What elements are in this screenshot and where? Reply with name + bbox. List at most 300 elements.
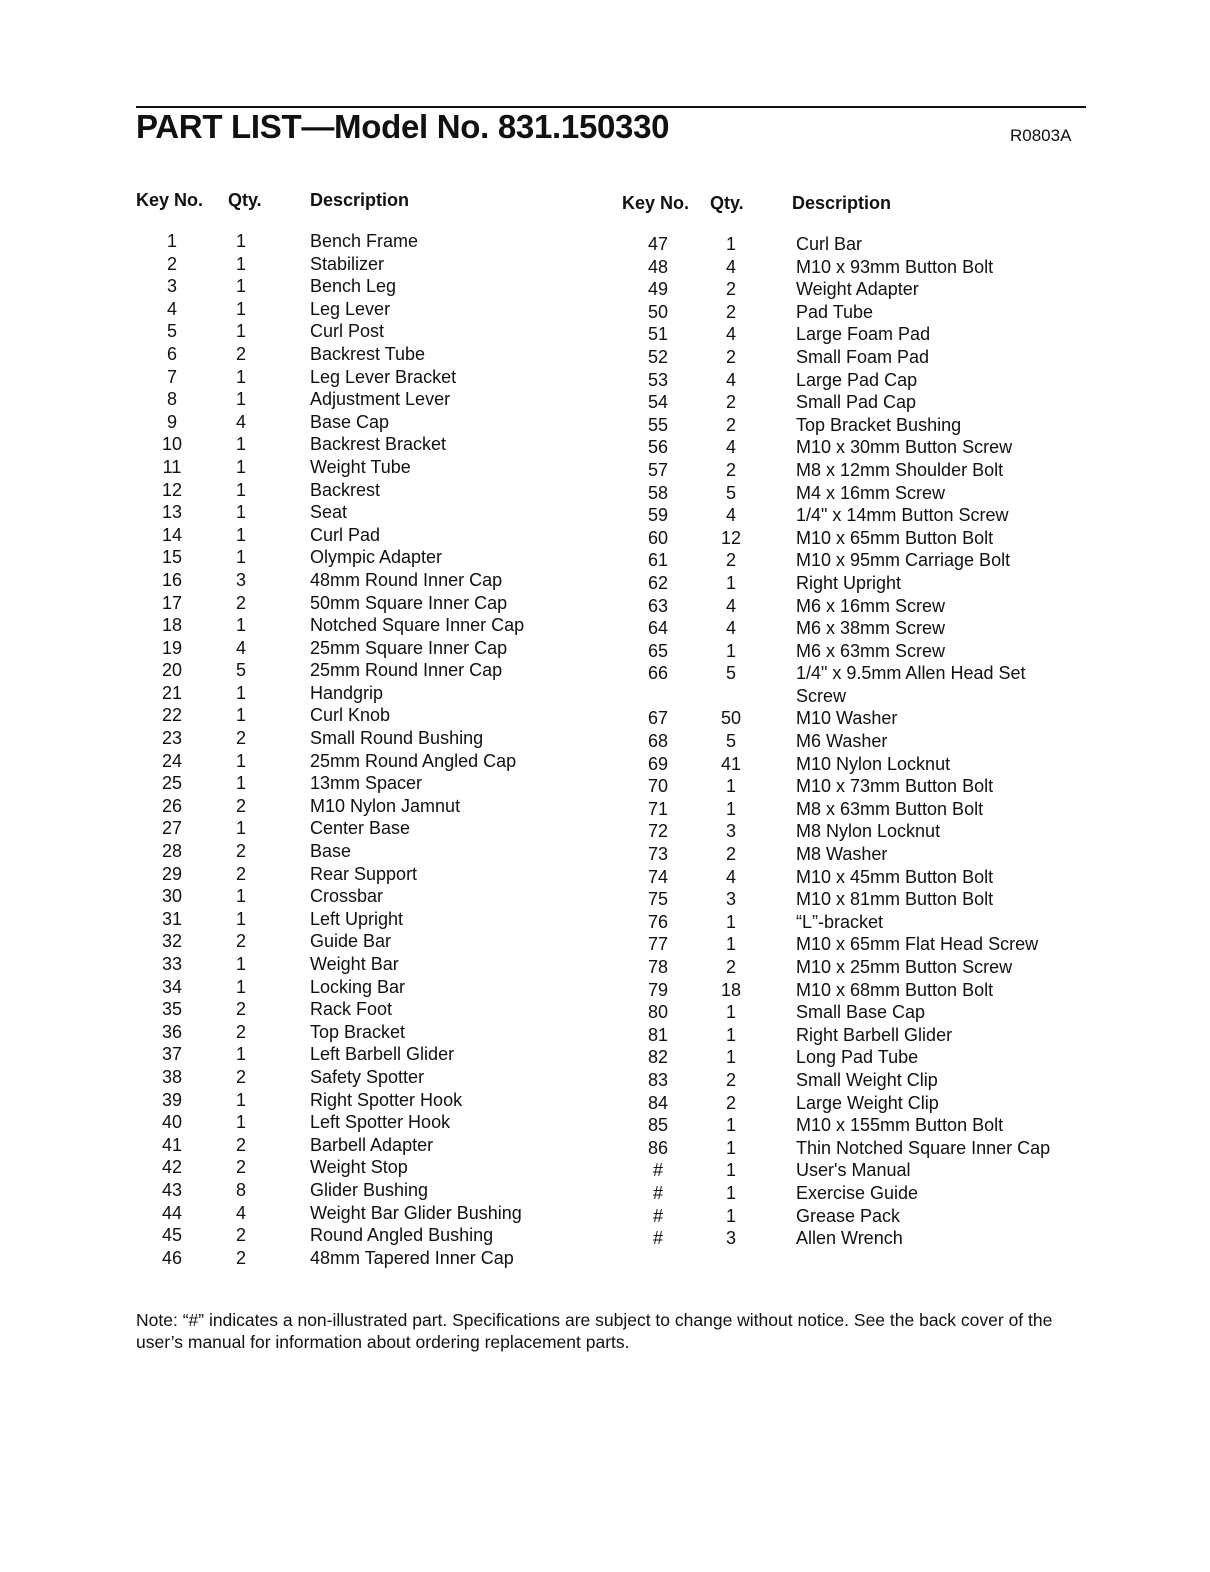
cell-qty: 1 [235,456,246,477]
cell-qty: 2 [235,343,246,364]
table-row [616,1001,1086,1024]
cell-description: Backrest Bracket [310,434,447,455]
table-row [616,572,1086,595]
cell-key-no: 8 [166,389,177,410]
cell-key-no: 12 [161,479,183,500]
table-row [132,682,602,705]
cell-qty: 1 [725,1002,736,1023]
page-title: PART LIST—Model No. 831.150330 [136,108,670,145]
cell-description: Weight Adapter [796,279,919,300]
table-row [616,956,1086,979]
cell-qty: 1 [235,682,246,703]
cell-qty: 1 [235,253,246,274]
table-row [616,278,1086,301]
cell-description: Backrest Tube [310,343,426,364]
table-row [132,546,602,569]
cell-qty: 1 [235,366,246,387]
cell-key-no: # [652,1182,663,1203]
cell-description: Weight Stop [310,1157,408,1178]
table-row [132,659,602,682]
cell-description: Grease Pack [796,1205,901,1226]
cell-description: M6 Washer [796,731,888,752]
cell-qty: 1 [235,705,246,726]
cell-qty: 1 [725,572,736,593]
cell-key-no: 57 [647,459,669,480]
header-qty: Qty. [710,193,744,213]
table-row [616,504,1086,527]
cell-key-no: 23 [161,728,183,749]
cell-qty: 5 [725,482,736,503]
cell-qty: 4 [725,256,736,277]
cell-description: Curl Post [310,321,385,342]
cell-key-no: 39 [161,1089,183,1110]
table-row [132,998,602,1021]
cell-qty: 1 [725,1137,736,1158]
cell-qty: 1 [235,1112,246,1133]
cell-qty: 12 [720,527,742,548]
cell-qty: 50 [720,708,742,729]
table-row [132,953,602,976]
cell-description: Guide Bar [310,931,392,952]
cell-qty: 1 [235,231,246,251]
cell-key-no: 31 [161,908,183,929]
cell-qty: 1 [235,479,246,500]
cell-qty: 5 [725,663,736,684]
table-row [132,1134,602,1157]
table-row [132,1043,602,1066]
cell-description: M10 x 73mm Button Bolt [796,776,994,797]
cell-key-no: 30 [161,886,183,907]
table-row [132,795,602,818]
cell-key-no: 1 [166,231,177,251]
table-row [132,479,602,502]
cell-qty: 1 [235,547,246,568]
cell-qty: 4 [725,324,736,345]
cell-description: Seat [310,502,348,523]
table-row [616,233,1086,256]
table-row [132,1179,602,1202]
cell-qty: 1 [235,954,246,974]
table-row [132,569,602,592]
table-row [616,1046,1086,1069]
table-row [132,976,602,999]
cell-key-no: 75 [647,889,669,910]
cell-description: M8 Nylon Locknut [796,821,941,842]
cell-key-no: 65 [647,640,669,661]
cell-description: 48mm Tapered Inner Cap [310,1247,514,1268]
cell-key-no: 45 [161,1225,183,1246]
cell-description: 25mm Square Inner Cap [310,637,508,658]
cell-qty: 2 [235,1157,246,1178]
cell-qty: 1 [725,798,736,819]
table-row [132,863,602,886]
table-row [132,456,602,479]
cell-key-no: 22 [161,705,183,726]
cell-key-no: 76 [647,911,669,932]
cell-description: Top Bracket [310,1021,406,1042]
cell-key-no: 25 [161,773,183,794]
cell-qty: 2 [235,841,246,862]
cell-description: Locking Bar [310,976,406,997]
table-row [132,1224,602,1247]
cell-qty: 41 [720,753,742,774]
cell-description: Large Weight Clip [796,1092,939,1113]
cell-qty: 3 [725,821,736,842]
cell-description: Left Spotter Hook [310,1112,451,1133]
cell-qty: 3 [725,889,736,910]
cell-description: Small Base Cap [796,1002,926,1023]
cell-key-no: # [652,1205,663,1226]
cell-description: M10 x 81mm Button Bolt [796,889,994,910]
table-row [616,617,1086,640]
cell-qty: 2 [725,414,736,435]
cell-qty: 1 [235,524,246,545]
cell-key-no: 19 [161,637,183,658]
cell-qty: 8 [235,1179,246,1200]
cell-qty: 2 [235,999,246,1020]
cell-description: M10 x 65mm Button Bolt [796,527,994,548]
cell-key-no: 59 [647,505,669,526]
cell-key-no: 18 [161,615,183,636]
cell-description: Small Round Bushing [310,728,484,749]
cell-description: Small Foam Pad [796,346,930,367]
cell-description: 25mm Round Inner Cap [310,660,503,681]
cell-key-no: 53 [647,369,669,390]
cell-key-no: 82 [647,1047,669,1068]
cell-key-no: 83 [647,1069,669,1090]
table-row [616,1024,1086,1047]
table-row [616,1182,1086,1205]
cell-key-no: 41 [161,1134,183,1155]
table-row [132,750,602,773]
table-row [616,933,1086,956]
cell-qty: 2 [725,301,736,322]
table-row [616,662,1086,685]
table-row [132,1202,602,1225]
cell-description: M8 Washer [796,844,888,865]
cell-description: 1/4" x 9.5mm Allen Head Set [796,663,1026,684]
cell-qty: 2 [725,346,736,367]
cell-description: Safety Spotter [310,1066,425,1087]
cell-description: Small Pad Cap [796,392,917,413]
header-key-no: Key No. [622,193,690,213]
cell-key-no: 15 [161,547,183,568]
cell-description: Weight Bar [310,954,399,974]
cell-key-no: 69 [647,753,669,774]
table-row [132,388,602,411]
cell-description: Center Base [310,818,411,839]
cell-description: Exercise Guide [796,1182,919,1203]
cell-key-no: 36 [161,1021,183,1042]
cell-description: Bench Frame [310,231,419,251]
footnote: Note: “#” indicates a non-illustrated part. Specifications are subject to change without notice. See the back cover of the user’s manual for information about ordering replacement parts. [136,1310,1053,1352]
cell-key-no: 67 [647,708,669,729]
cell-qty: 2 [725,459,736,480]
cell-description: Base Cap [310,411,390,432]
cell-qty: 2 [725,1069,736,1090]
cell-key-no: 20 [161,660,183,681]
table-row [132,320,602,343]
cell-key-no: 27 [161,818,183,839]
cell-key-no: 54 [647,392,669,413]
table-row [616,1227,1086,1250]
cell-description: M6 x 63mm Screw [796,640,946,661]
cell-description: “L”-bracket [796,911,884,932]
header-key-no: Key No. [136,190,204,210]
table-row [132,433,602,456]
cell-description: Handgrip [310,682,384,703]
cell-qty: 2 [725,279,736,300]
table-row [616,707,1086,730]
cell-qty: 18 [720,979,742,1000]
cell-qty: 1 [725,934,736,955]
cell-key-no: 28 [161,841,183,862]
cell-qty: 4 [235,637,246,658]
cell-qty: 4 [235,1202,246,1223]
table-row [132,1021,602,1044]
table-row [616,549,1086,572]
cell-description: M8 x 63mm Button Bolt [796,798,984,819]
cell-qty: 4 [725,866,736,887]
table-row [616,685,1086,708]
table-row [132,704,602,727]
cell-qty: 1 [235,321,246,342]
table-row [616,798,1086,821]
cell-key-no: 50 [647,301,669,322]
cell-key-no: 16 [161,569,183,590]
table-row [132,275,602,298]
cell-description: User's Manual [796,1160,911,1181]
cell-description: M4 x 16mm Screw [796,482,946,503]
cell-qty: 1 [235,276,246,297]
cell-qty: 1 [725,1047,736,1068]
cell-description: Curl Pad [310,524,381,545]
table-row [132,930,602,953]
cell-description: 1/4" x 14mm Button Screw [796,505,1009,526]
cell-key-no: 35 [161,999,183,1020]
cell-qty: 2 [725,844,736,865]
cell-key-no: 2 [166,253,177,274]
cell-qty: 1 [235,750,246,771]
cell-key-no: 49 [647,279,669,300]
cell-description: Crossbar [310,886,384,907]
table-row [132,524,602,547]
table-row [132,366,602,389]
cell-key-no: 78 [647,957,669,977]
cell-description: M10 x 65mm Flat Head Screw [796,934,1039,955]
cell-description: Large Pad Cap [796,369,918,390]
table-row [616,595,1086,618]
table-row [132,1066,602,1089]
cell-key-no: # [652,1160,663,1181]
cell-key-no: 14 [161,524,183,545]
cell-key-no: 71 [647,798,669,819]
cell-key-no: 40 [161,1112,183,1133]
cell-key-no: 80 [647,1002,669,1023]
cell-qty: 1 [235,434,246,455]
cell-qty: 2 [725,1092,736,1113]
cell-qty: 3 [725,1228,736,1249]
cell-qty: 2 [235,795,246,816]
table-row [616,436,1086,459]
table-row [616,820,1086,843]
cell-description: Curl Bar [796,234,863,254]
cell-key-no: 79 [647,979,669,1000]
cell-description: Bench Leg [310,276,397,297]
cell-qty: 1 [235,502,246,523]
cell-description: Leg Lever [310,298,391,319]
cell-key-no: 26 [161,795,183,816]
cell-description: Leg Lever Bracket [310,366,457,387]
cell-key-no: 46 [161,1247,183,1268]
cell-description: Thin Notched Square Inner Cap [796,1137,1051,1158]
cell-description: M10 x 30mm Button Screw [796,437,1013,458]
table-row [616,753,1086,776]
cell-description: Rack Foot [310,999,393,1020]
parts-table-right [616,193,1086,1250]
table-row [616,323,1086,346]
cell-description: Left Upright [310,908,404,929]
cell-description: M8 x 12mm Shoulder Bolt [796,459,1004,480]
cell-key-no: 56 [647,437,669,458]
table-row [132,1156,602,1179]
table-row [132,298,602,321]
table-row [616,527,1086,550]
table-row [616,346,1086,369]
cell-qty: 4 [725,595,736,616]
cell-description: 13mm Spacer [310,773,423,794]
cell-key-no: 74 [647,866,669,887]
cell-key-no: 77 [647,934,669,955]
cell-key-no: 42 [161,1157,183,1178]
cell-key-no: 43 [161,1179,183,1200]
cell-description: M10 x 45mm Button Bolt [796,866,994,887]
cell-qty: 1 [235,908,246,929]
table-row [616,1114,1086,1137]
table-row [132,501,602,524]
cell-description: Right Spotter Hook [310,1089,463,1110]
cell-qty: 2 [235,1021,246,1042]
cell-key-no: 29 [161,863,183,884]
table-row [616,730,1086,753]
cell-description: Screw [796,685,847,706]
cell-qty: 5 [235,660,246,681]
cell-key-no: 37 [161,1044,183,1065]
cell-description: Base [310,841,352,862]
table-header [132,190,602,230]
table-row [132,885,602,908]
cell-description: Adjustment Lever [310,389,451,410]
cell-description: Stabilizer [310,253,385,274]
table-row [132,230,602,253]
cell-qty: 1 [235,1089,246,1110]
document-code: R0803A [1010,126,1072,145]
cell-key-no: 4 [166,298,177,319]
table-row [132,1089,602,1112]
cell-qty: 5 [725,731,736,752]
table-header [616,193,1086,233]
cell-description: Barbell Adapter [310,1134,434,1155]
table-row [132,637,602,660]
cell-description: M10 Washer [796,708,898,729]
cell-key-no: 84 [647,1092,669,1113]
cell-qty: 1 [235,773,246,794]
cell-key-no: 86 [647,1137,669,1158]
table-row [132,840,602,863]
cell-description: Curl Knob [310,705,391,726]
table-row [132,1111,602,1134]
cell-key-no: 34 [161,976,183,997]
table-row [132,772,602,795]
cell-qty: 1 [725,911,736,932]
cell-key-no: 7 [166,366,177,387]
cell-key-no: 61 [647,550,669,571]
cell-qty: 1 [725,640,736,661]
table-row [616,1137,1086,1160]
header-description: Description [792,193,892,213]
table-row [132,343,602,366]
cell-key-no: 72 [647,821,669,842]
cell-description: Backrest [310,479,381,500]
cell-qty: 1 [725,1182,736,1203]
cell-description: Rear Support [310,863,418,884]
cell-key-no: 55 [647,414,669,435]
cell-qty: 1 [725,1205,736,1226]
cell-qty: 1 [235,615,246,636]
cell-qty: 1 [235,818,246,839]
cell-key-no: 3 [166,276,177,297]
cell-qty: 2 [235,1247,246,1268]
cell-key-no: 85 [647,1115,669,1136]
cell-key-no: 68 [647,731,669,752]
table-row [132,592,602,615]
table-row [132,727,602,750]
cell-qty: 1 [725,1160,736,1181]
cell-qty: 1 [235,298,246,319]
cell-qty: 4 [725,505,736,526]
cell-description: Left Barbell Glider [310,1044,455,1065]
cell-qty: 2 [235,728,246,749]
table-row [616,256,1086,279]
table-row [132,1247,602,1270]
cell-key-no: 52 [647,346,669,367]
cell-qty: 2 [725,392,736,413]
table-row [616,1069,1086,1092]
cell-key-no: 21 [161,682,183,703]
parts-rows-left [132,230,602,1269]
cell-qty: 2 [235,931,246,952]
table-row [616,391,1086,414]
cell-qty: 2 [235,592,246,613]
cell-qty: 2 [235,1225,246,1246]
cell-qty: 3 [235,569,246,590]
table-row [616,640,1086,663]
cell-key-no: 81 [647,1024,669,1045]
table-row [132,817,602,840]
cell-description: M10 x 25mm Button Screw [796,957,1013,977]
cell-qty: 2 [235,863,246,884]
cell-qty: 1 [235,1044,246,1065]
table-row [132,908,602,931]
table-row [616,843,1086,866]
cell-key-no: 58 [647,482,669,503]
cell-description: 48mm Round Inner Cap [310,569,503,590]
cell-qty: 2 [235,1134,246,1155]
cell-description: Small Weight Clip [796,1069,938,1090]
table-row [616,866,1086,889]
table-row [616,482,1086,505]
table-row [616,1159,1086,1182]
